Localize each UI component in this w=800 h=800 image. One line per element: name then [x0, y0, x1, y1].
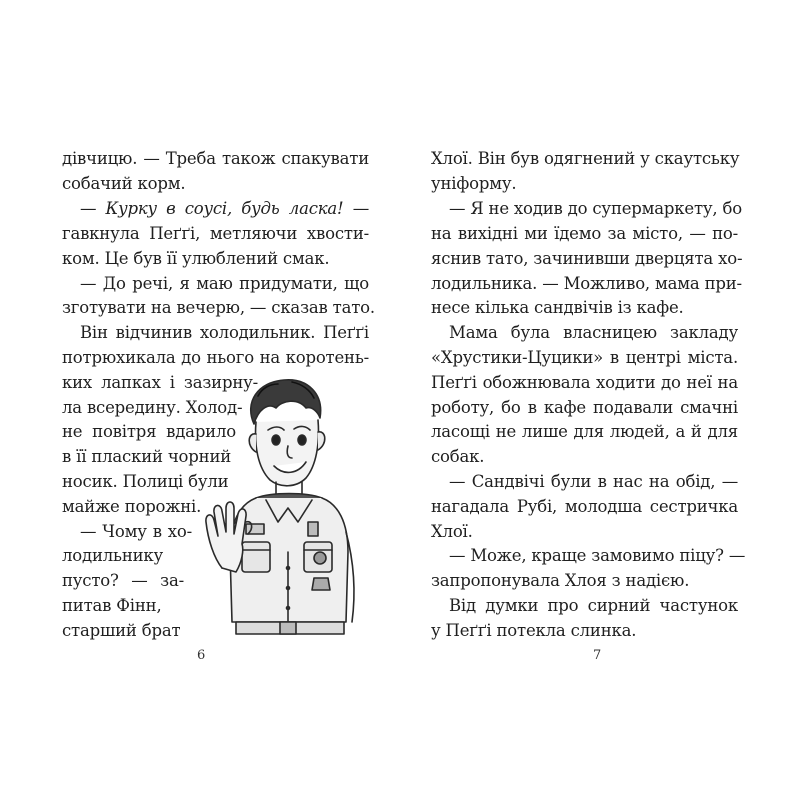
text-line: пусто? — за- [62, 571, 184, 590]
text-line: у Пеґґі потекла слинка. [431, 621, 637, 640]
text-line: Мама була власницею закладу [449, 323, 738, 342]
text-line: ком. Це був її улюблений смак. [62, 249, 330, 268]
text-line: ласощі не лише для людей, а й для [431, 422, 738, 441]
text-line: носик. Полиці були [62, 472, 229, 491]
text-line: питав Фінн, [62, 596, 162, 615]
text-line: роботу, бо в кафе подавали смачні [431, 398, 738, 417]
text-line: уніформу. [431, 174, 517, 193]
text-line: Пеґґі обожнювала ходити до неї на [431, 373, 738, 392]
text-line: на вихідні ми їдемо за місто, — по- [431, 224, 738, 243]
text-line: лодильнику [62, 546, 164, 565]
text-line: нагадала Рубі, молодша сестричка [431, 497, 738, 516]
text-line: «Хрустики-Цуцики» в центрі міста. [431, 348, 738, 367]
text-line: в її плаский чорний [62, 447, 232, 466]
text-line: собак. [431, 447, 485, 466]
text-line: гавкнула Пеґґі, метляючи хвости- [62, 224, 369, 243]
text-line: потрюхикала до нього на коротень- [62, 348, 369, 367]
text-line: — Курку в соусі, будь ласка! — [80, 199, 369, 218]
text-line: — До речі, я маю придумати, що [80, 274, 369, 293]
text-line: лодильника. — Можливо, мама при- [431, 274, 742, 293]
text-line: Хлої. Він був одягнений у скаутську [431, 149, 740, 168]
text-line: майже порожні. [62, 497, 202, 516]
text-line: Він відчинив холодильник. Пеґґі [80, 323, 369, 342]
text-line: — Сандвічі були в нас на обід, — [449, 472, 738, 491]
text-line: — Може, краще замовимо піцу? — [449, 546, 746, 565]
page-number: 7 [593, 648, 602, 663]
text-line: — Чому в хо- [80, 522, 192, 541]
text-line: не повітря вдарило [62, 422, 236, 441]
text-line: ких лапках і зазирну- [62, 373, 258, 392]
text-line: Від думки про сирний частунок [449, 596, 738, 615]
text-line: старший брат [62, 621, 181, 640]
text-line: дівчицю. — Треба також спакувати [62, 149, 369, 168]
page-number: 6 [197, 648, 206, 663]
scout-boy-illustration [196, 372, 372, 640]
text-line: Хлої. [431, 522, 473, 541]
text-line: — Я не ходив до супермаркету, бо [449, 199, 742, 218]
text-line: яснив тато, зачинивши дверцята хо- [431, 249, 743, 268]
right-page [400, 0, 800, 800]
text-line: запропонувала Хлоя з надією. [431, 571, 690, 590]
text-line: зготувати на вечерю, — сказав тато. [62, 298, 375, 317]
text-line: ла всередину. Холод- [62, 398, 243, 417]
text-line: несе кілька сандвічів із кафе. [431, 298, 684, 317]
text-line: собачий корм. [62, 174, 186, 193]
